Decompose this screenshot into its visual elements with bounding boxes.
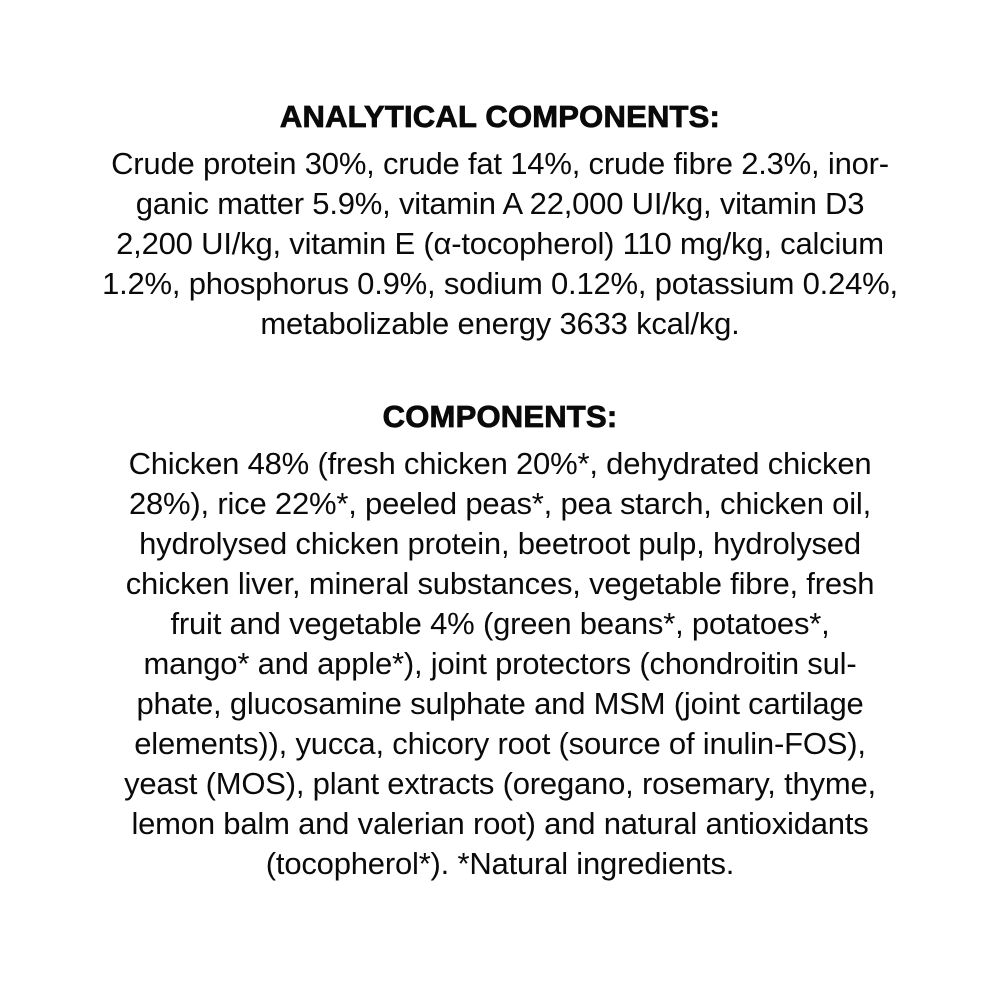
components-line: elements)), yucca, chicory root (source of inulin-FOS),: [134, 726, 866, 761]
analytical-line: 1.2%, phosphorus 0.9%, sodium 0.12%, potassium 0.24%,: [102, 266, 898, 301]
analytical-line: metabolizable energy 3633 kcal/kg.: [260, 306, 740, 341]
components-line: yeast (MOS), plant extracts (oregano, rosemary, thyme,: [124, 766, 876, 801]
analytical-components-section: [50, 98, 950, 344]
components-body: [50, 444, 950, 884]
components-line: fruit and vegetable 4% (green beans*, potatoes*,: [170, 606, 830, 641]
components-line: Chicken 48% (fresh chicken 20%*, dehydrated chicken: [128, 446, 872, 481]
analytical-components-heading: ANALYTICAL COMPONENTS:: [279, 99, 721, 134]
components-line: mango* and apple*), joint protectors (chondroitin sul-: [143, 646, 857, 681]
analytical-line: 2,200 UI/kg, vitamin E (α-tocopherol) 110 mg/kg, calcium: [116, 226, 884, 261]
label-text-block: [50, 98, 950, 884]
components-line: 28%), rice 22%*, peeled peas*, pea starch, chicken oil,: [128, 486, 872, 521]
components-section: [50, 398, 950, 884]
components-line: lemon balm and valerian root) and natural antioxidants: [131, 806, 869, 841]
components-heading: COMPONENTS:: [382, 399, 618, 434]
analytical-line: ganic matter 5.9%, vitamin A 22,000 UI/kg, vitamin D3: [135, 186, 865, 221]
components-line: hydrolysed chicken protein, beetroot pulp, hydrolysed: [139, 526, 861, 561]
components-line: (tocopherol*). *Natural ingredients.: [265, 846, 735, 881]
analytical-components-body: [50, 144, 950, 344]
analytical-line: Crude protein 30%, crude fat 14%, crude fibre 2.3%, inor-: [111, 146, 889, 181]
components-line: phate, glucosamine sulphate and MSM (joint cartilage: [136, 686, 864, 721]
components-line: chicken liver, mineral substances, vegetable fibre, fresh: [125, 566, 875, 601]
